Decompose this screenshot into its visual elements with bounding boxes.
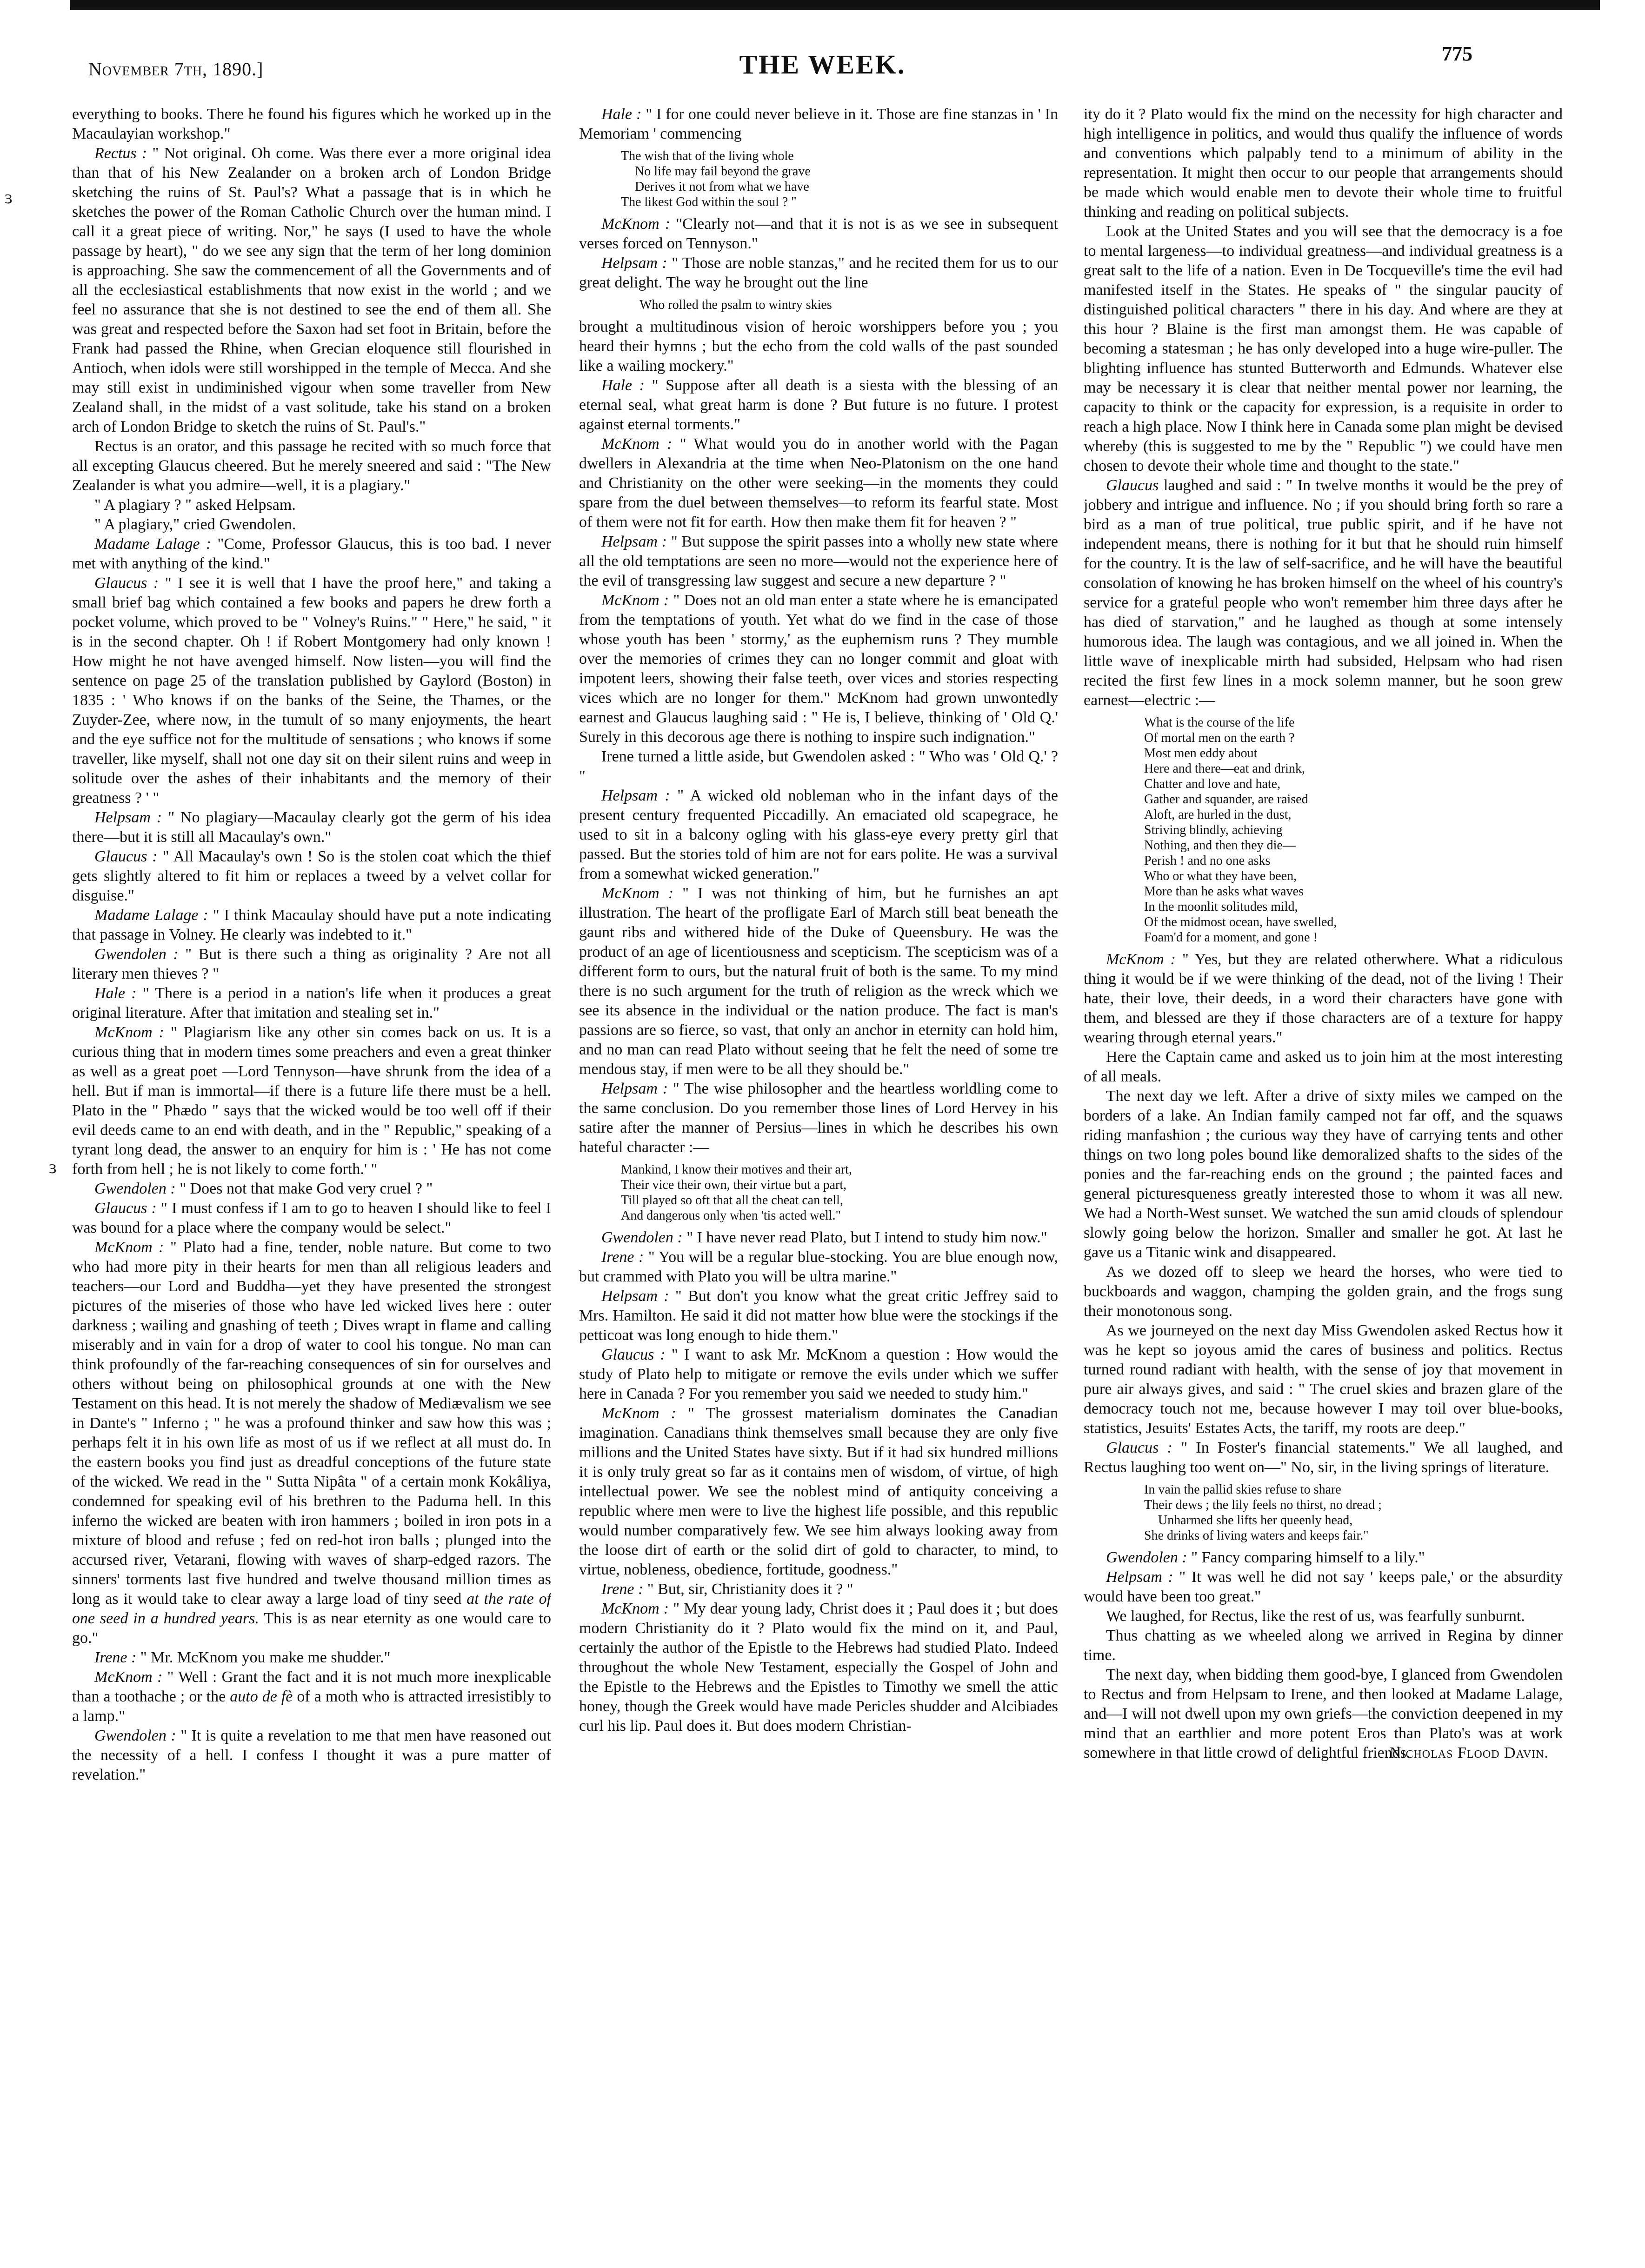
speaker: Helpsam : bbox=[601, 787, 670, 804]
paragraph: Thus chatting as we wheeled along we arrived in Regina by dinner time. bbox=[1084, 1627, 1563, 1664]
paragraph: " A plagiary," cried Gwendolen. bbox=[94, 516, 296, 533]
page-header bbox=[0, 42, 1645, 105]
paragraph: Rectus : " Not original. Oh come. Was there ever a more original idea than that of his New Zealander on a broken arch of London Bridge sketching the ruins of St. Paul's? What a passage that is in which he sketches the power of the Roman Catholic Church over the human mind. I call it a great piece of writing. Nor," he says (I used to have the whole passage by heart), " do we see any sign that the term of her long dominion is approaching. She saw the commencement of all the Governments and of all the ecclesiastical establishments that now exist in the world ; and we feel no assurance that she is not destined to see the end of them all. She was great and respected before the Saxon had set foot in Britain, before the Frank had passed the Rhine, when Grecian eloquence still flourished in Antioch, when idols were still worshipped in the temple of Mecca. And she may still exist in undiminished vigour when some traveller from New Zealand shall, in the midst of a vast solitude, take his stand on a broken arch of London Bridge to sketch the ruins of St. Paul's." bbox=[72, 145, 551, 435]
paragraph: Helpsam : " The wise philosopher and the heartless worldling come to the same conclusion. Do you remember those lines of Lord Hervey in his satire after the manner of Persius—lines in which he describes his own hateful character :— bbox=[579, 1080, 1058, 1156]
paragraph: Irene : " Mr. McKnom you make me shudder." bbox=[94, 1649, 391, 1666]
paragraph: McKnom : " What would you do in another world with the Pagan dwellers in Alexandria at the time when Neo-Platonism on the one hand and Christianity on the other were seeking—in the moments they could spare from the duel between themselves—to reform its fearful state. Most of them were not fit for earth. How then make them fit for heaven ? " bbox=[579, 435, 1058, 531]
paragraph: McKnom : " Yes, but they are related otherwhere. What a ridiculous thing it would be if we were thinking of the dead, not of the living ! Their hate, their love, their deeds, in a word their characters have gone with them, and blessed are they if those characters are of a texture for happy wearing through eternal years." bbox=[1084, 951, 1563, 1046]
paragraph: ity do it ? Plato would fix the mind on the necessity for high character and high intelligence in politics, and would thus qualify the influence of words and conventions which palpably tend to a minimum of ability in the representation. It might then occur to our people that arrangements should be made which would enable men to devote their whole time to fruitful thinking and reading on political subjects. bbox=[1084, 106, 1563, 220]
paragraph: Hale : " There is a period in a nation's life when it produces a great original literature. After that imitation and stealing set in." bbox=[72, 985, 551, 1021]
paragraph: Hale : " Suppose after all death is a siesta with the blessing of an eternal seal, what great harm is done ? But future is no future. I protest against eternal torments." bbox=[579, 377, 1058, 433]
speaker: Helpsam : bbox=[601, 533, 667, 550]
paragraph: Helpsam : " No plagiary—Macaulay clearly got the germ of his idea there—but it is still all Macaulay's own." bbox=[72, 809, 551, 846]
speaker: Helpsam : bbox=[601, 254, 667, 272]
speaker: Hale : bbox=[94, 985, 137, 1002]
margin-mark: ɜ bbox=[5, 187, 13, 207]
speaker: McKnom : bbox=[601, 1405, 676, 1422]
paragraph: Glaucus : " All Macaulay's own ! So is the stolen coat which the thief gets slightly altered to fit him or replaces a tweed by a velvet collar for disguise." bbox=[72, 848, 551, 904]
paragraph: Gwendolen : " It is quite a revelation to me that men have reasoned out the necessity of a hell. I confess I thought it was a pure matter of revelation." bbox=[72, 1727, 551, 1783]
paragraph: Glaucus laughed and said : " In twelve months it would be the prey of jobbery and intrigue and influence. No ; if you should bring forth so rare a bird as a man of true political, true public spirit, and if he have not independent means, there is nothing for it but that he should ruin himself for the country. It is the law of self-sacrifice, and he will have the beautiful consolation of knowing he has broken himself on the wheel of his country's service for a grateful people who won't remember him three days after he has died of starvation," and he laughed as though at some intensely humorous idea. The laugh was contagious, and we all joined in. When the little wave of inexplicable mirth had subsided, Helpsam who had risen recited the first few lines in a mock solemn manner, but he soon grew earnest—electric :— bbox=[1084, 477, 1563, 709]
paragraph: Gwendolen : " Fancy comparing himself to a lily." bbox=[1106, 1549, 1425, 1566]
paragraph: Irene turned a little aside, but Gwendolen asked : " Who was ' Old Q.' ? " bbox=[579, 748, 1058, 785]
publication-title: THE WEEK. bbox=[739, 49, 906, 80]
speaker: Helpsam : bbox=[94, 809, 162, 826]
paragraph: Rectus is an orator, and this passage he recited with so much force that all excepting Glaucus cheered. But he merely sneered and said : "The New Zealander is what you admire—well, it is a plagiary." bbox=[72, 438, 551, 494]
paragraph: McKnom : " Well : Grant the fact and it is not much more inexplicable than a toothache ; or the auto de fè of a moth who is attracted irresistibly to a lamp." bbox=[72, 1668, 551, 1725]
paragraph: Glaucus : " I must confess if I am to go to heaven I should like to feel I was bound for a place where the company would be select." bbox=[72, 1200, 551, 1236]
paragraph: McKnom : "Clearly not—and that it is not is as we see in subsequent verses forced on Tennyson." bbox=[579, 215, 1058, 252]
paragraph: Gwendolen : " Does not that make God very cruel ? " bbox=[94, 1180, 433, 1197]
speaker: Madame Lalage : bbox=[94, 535, 212, 553]
paragraph: Glaucus : " I see it is well that I have the proof here," and taking a small brief bag which contained a few books and papers he drew forth a pocket volume, which proved to be " Volney's Ruins." " Here," he said, " it is in the second chapter. Oh ! if Robert Montgomery had only known ! How might he not have avenged himself. Now listen—you will find the sentence on page 25 of the translation published by Gaylord (Boston) in 1835 : ' Who knows if on the banks of the Seine, the Thames, or the Zuyder-Zee, where now, in the tumult of so many enjoyments, the heart and the eye suffice not for the multitude of sensations ; who knows if some traveller, like myself, shall not one day sit on their silent ruins and weep in solitude over the ashes of their inhabitants and the memory of their greatness ? ' " bbox=[72, 574, 551, 807]
speaker: Helpsam : bbox=[601, 1080, 668, 1097]
speaker: McKnom : bbox=[601, 885, 674, 902]
author-signature: Nicholas Flood Davin. bbox=[1389, 1744, 1549, 1761]
column-2 bbox=[579, 105, 1058, 2244]
verse-quote: Who rolled the psalm to wintry skies bbox=[639, 298, 832, 312]
paragraph: Gwendolen : " I have never read Plato, but I intend to study him now." bbox=[601, 1229, 1047, 1246]
paragraph: McKnom : " The grossest materialism dominates the Canadian imagination. Canadians think themselves small because they are only five millions and the United States have sixty. But if it had six hundred millions it is only truly great so far as it contains men of wisdom, of virtue, of high intellectual power. We see the noblest mind of antiquity conceiving a republic where men were to live the highest life possible, and this republic would number comparatively few. We see him always looking away from the loose dirt of earth or the solid dirt of gold to character, to mind, to virtue, nobleness, obedience, fortitude, goodness." bbox=[579, 1405, 1058, 1578]
speaker: Glaucus : bbox=[94, 574, 159, 592]
paragraph: everything to books. There he found his figures which he worked up in the Macaulayian workshop." bbox=[72, 106, 551, 142]
paragraph: Look at the United States and you will see that the democracy is a foe to mental largeness—to individual greatness—and individual greatness is a great salt to the life of a nation. Even in De Tocqueville's time the evil had manifested itself in the States. He speaks of " the singular paucity of distinguished political characters " there in his day. And where are they at this hour ? Blaine is the first man amongst them. He was capable of becoming a statesman ; he has only developed into a huge wire-puller. The blighting influence has stunted Butterworth and Edmunds. Whatever else may be necessary it is clear that neither mental power nor learning, the capacity to think or the capacity for expression, is a requisite in order to reach a high place. Now I think here in Canada some plan might be devised whereby (this is suggested to me by the " Republic ") we could have men chosen to devote their whole time and thought to the state." bbox=[1084, 223, 1563, 474]
paragraph: Helpsam : " Those are noble stanzas," and he recited them for us to our great delight. The way he brought out the line bbox=[579, 254, 1058, 291]
speaker: Gwendolen : bbox=[94, 946, 179, 963]
speaker: McKnom : bbox=[601, 1600, 669, 1617]
paragraph: McKnom : " I was not thinking of him, but he furnishes an apt illustration. The heart of the profligate Earl of March still beat beneath the gaunt ribs and withered hide of the Duke of Queensbury. He was the product of an age of licentiousness and scepticism. The scepticism was of a different form to ours, but the natural fruit of both is the same. To my mind there is no such argument for the truth of religion as the wreck which we see its absence in the individual or the nation produce. The fact is man's passions are so fierce, so vast, that only an anchor in eternity can hold him, and no man can read Plato without seeing that he felt the need of some tre mendous stay, if men were to be all they should be." bbox=[579, 885, 1058, 1078]
speaker: Glaucus : bbox=[94, 1200, 157, 1217]
speaker: McKnom : bbox=[94, 1668, 163, 1686]
speaker: Gwendolen : bbox=[1106, 1549, 1187, 1566]
paragraph: Madame Lalage : " I think Macaulay should have put a note indicating that passage in Volney. He clearly was indebted to it." bbox=[72, 907, 551, 943]
paragraph: Madame Lalage : "Come, Professor Glaucus, this is too bad. I never met with anything of the kind." bbox=[72, 535, 551, 572]
paragraph: We laughed, for Rectus, like the rest of us, was fearfully sunburnt. bbox=[1106, 1608, 1525, 1625]
paragraph: Helpsam : " A wicked old nobleman who in the infant days of the present century frequented Piccadilly. An emaciated old scapegrace, he used to sit in a balcony ogling with his glass-eye every pretty girl that passed. But the stories told of him are not for ears polite. He was a survival from a somewhat wicked generation." bbox=[579, 787, 1058, 882]
paragraph: McKnom : " Plagiarism like any other sin comes back on us. It is a curious thing that in modern times some preachers and even a great thinker as well as a great poet —Lord Tennyson—have shrunk from the idea of a hell. But if man is immortal—if there is a future life there must be a hell. Plato in the " Phædo " says that the wicked would be too well off if their evil deeds came to an end with death, and in the " Republic," speaking of a tyrant long dead, the answer to an enquiry for him is : ' He has not come forth from hell ; he is not likely to come forth.' " bbox=[72, 1024, 551, 1178]
issue-date: November 7th, 1890.] bbox=[88, 59, 264, 80]
speaker: McKnom : bbox=[601, 215, 671, 233]
speaker: Madame Lalage : bbox=[94, 907, 208, 924]
verse-quote: Mankind, I know their motives and their art, Their vice their own, their virtue but a part, Till played so oft that all the cheat can tell, And dangerous only when 'tis acted well." bbox=[621, 1162, 852, 1223]
speaker: Gwendolen : bbox=[601, 1229, 683, 1246]
paragraph: Irene : " But, sir, Christianity does it ? " bbox=[601, 1581, 853, 1598]
speaker: McKnom : bbox=[1106, 951, 1176, 968]
speaker: Irene : bbox=[601, 1581, 644, 1598]
paragraph: Helpsam : " It was well he did not say ' keeps pale,' or the absurdity would have been too great." bbox=[1084, 1568, 1563, 1605]
paragraph: McKnom : " Plato had a fine, tender, noble nature. But come to two who had more pity in their hearts for men than all religious leaders and teachers—our Lord and Buddha—yet they have presented the strongest pictures of the miseries of those who have led wicked lives here : outer darkness ; wailing and gnashing of teeth ; Dives wrapt in flame and calling miserably and in vain for a drop of water to cool his tongue. No man can think profoundly of the far-reaching consequences of sin for ourselves and others without being on philosophical grounds at one with the New Testament on this head. It is not merely the shadow of Mediævalism we see in Dante's " Inferno ; " he was a profound thinker and saw how this was ; perhaps felt it in his own life as most of us if we reflect at all must do. In the eastern books you find just as dreadful conceptions of the future state of the wicked. We read in the " Sutta Nipâta " of a certain monk Kokâliya, condemned for speaking evil of his brethren to the Paduma hell. In this inferno the wicked are beaten with iron hammers ; boiled in iron pots in a mixture of blood and refuse ; fed on red-hot iron balls ; plunged into the accursed river, Vetarani, flowing with waves of sharp-edged razors. The sinners' torments last five hundred and twelve thousand million times as long as it would take to clear away a large load of tiny seed at the rate of one seed in a hundred years. This is as near eternity as one would care to go." bbox=[72, 1239, 551, 1647]
speaker: Rectus : bbox=[94, 145, 147, 162]
column-3 bbox=[1084, 105, 1563, 2244]
speaker: Hale : bbox=[601, 377, 645, 394]
paragraph: McKnom : " Does not an old man enter a state where he is emancipated from the temptations of youth. Yet what do we find in the case of those whose youth has been ' stormy,' as the euphemism runs ? They mumble over the memories of crimes they can no longer commit and gloat with impotent leers, showing their false teeth, over vices and stories respecting vices which are no longer for them." McKnom had grown unwontedly earnest and Glaucus laughing said : " He is, I believe, thinking of ' Old Q.' Surely in this decorous age there is nothing to inspire such indignation." bbox=[579, 592, 1058, 746]
paragraph: Glaucus : " I want to ask Mr. McKnom a question : How would the study of Plato help to mitigate or remove the evils under which we suffer here in Canada ? For you remember you said we needed to study him." bbox=[579, 1346, 1058, 1402]
page-number: 775 bbox=[1442, 42, 1472, 65]
column-1 bbox=[72, 105, 551, 2244]
speaker: Irene : bbox=[94, 1649, 137, 1666]
verse-quote: The wish that of the living whole No life may fail beyond the grave Derives it not from what we have The likest God within the soul ? " bbox=[621, 149, 811, 209]
speaker: Hale : bbox=[601, 106, 642, 123]
speaker: McKnom : bbox=[94, 1239, 164, 1256]
paragraph: Irene : " You will be a regular blue-stocking. You are blue enough now, but crammed with Plato you will be ultra marine." bbox=[579, 1248, 1058, 1285]
speaker: Glaucus : bbox=[94, 848, 158, 865]
paragraph: As we journeyed on the next day Miss Gwendolen asked Rectus how it was he kept so joyous amid the cares of business and politics. Rectus turned round radiant with health, with the sense of joy that movement in pure air always gives, and said : " The cruel skies and brazen glare of the democracy touch not me, because however I may toil over blue-books, statistics, Jesuits' Estates Acts, the tariff, my roots are deep." bbox=[1084, 1322, 1563, 1437]
paragraph: Helpsam : " But don't you know what the great critic Jeffrey said to Mrs. Hamilton. He said it did not matter how blue were the stockings if the petticoat was long enough to hide them." bbox=[579, 1287, 1058, 1344]
top-rule bbox=[70, 0, 1600, 10]
paragraph: Here the Captain came and asked us to join him at the most interesting of all meals. bbox=[1084, 1048, 1563, 1085]
paragraph: Helpsam : " But suppose the spirit passes into a wholly new state where all the old temptations are seen no more—would not the experience here of the evil of transgressing law suggest and secure a new departure ? " bbox=[579, 533, 1058, 589]
speaker: Glaucus : bbox=[601, 1346, 666, 1363]
paragraph: Hale : " I for one could never believe in it. Those are fine stanzas in ' In Memoriam ' commencing bbox=[579, 106, 1058, 142]
speaker: Glaucus : bbox=[1106, 1439, 1172, 1456]
paragraph: Gwendolen : " But is there such a thing as originality ? Are not all literary men thieves ? " bbox=[72, 946, 551, 982]
speaker: McKnom : bbox=[601, 592, 669, 609]
paragraph: The next day we left. After a drive of sixty miles we camped on the borders of a lake. An Indian family camped not far off, and the squaws riding manfashion ; the curious way they have of carrying tents and other things on two long poles bound like demoralized shafts to the sides of the ponies and the far-reaching ends on the ground ; the painted faces and general picturesqueness greatly interested those to whom it was all new. We had a North-West sunset. We watched the sun amid clouds of splendour slowly going below the horizon. Smaller and smaller he got. At last he gave us a Titanic wink and disappeared. bbox=[1084, 1087, 1563, 1261]
paragraph: brought a multitudinous vision of heroic worshippers before you ; you heard their hymns ; but the echo from the cold walls of the past sounded like a wailing mockery." bbox=[579, 318, 1058, 374]
speaker: McKnom : bbox=[601, 435, 673, 453]
margin-mark: ɜ bbox=[49, 1156, 57, 1177]
speaker: Gwendolen : bbox=[94, 1727, 176, 1744]
paragraph: " A plagiary ? " asked Helpsam. bbox=[94, 496, 296, 514]
paragraph: The next day, when bidding them good-bye, I glanced from Gwendolen to Rectus and from Helpsam to Irene, and then looked at Madame Lalage, and—I will not dwell upon my own griefs—the conviction deepened in my mind that an earthlier and more potent Eros than Plato's was at work somewhere in that little crowd of delightful friends. bbox=[1084, 1666, 1563, 1761]
verse-quote: What is the course of the life Of mortal men on the earth ? Most men eddy about Here and there—eat and drink, Chatter and love and hate, Gather and squander, are raised Aloft, are hurled in the dust, Striving blindly, achieving Nothing, and then they die— Perish ! and no one asks Who or what they have been, More than he asks what waves In the moonlit solitudes mild, Of the midmost ocean, have swelled, Foam'd for a moment, and gone ! bbox=[1144, 715, 1337, 945]
paragraph: McKnom : " My dear young lady, Christ does it ; Paul does it ; but does modern Christianity do it ? Plato would fix the mind on it, and Paul, certainly the author of the Epistle to the Hebrews had studied Plato. Indeed throughout the whole New Testament, especially the Gospel of John and the Epistle to the Hebrews and the Epistles to Timothy we smell the attic honey, though the Greek would have made Pericles shudder and Alcibiades curl his lip. Paul does it. But does modern Christian- bbox=[579, 1600, 1058, 1734]
speaker: Irene : bbox=[601, 1248, 644, 1266]
speaker: Glaucus bbox=[1106, 477, 1159, 494]
paragraph: Glaucus : " In Foster's financial statements." We all laughed, and Rectus laughing too went on—" No, sir, in the living springs of literature. bbox=[1084, 1439, 1563, 1476]
verse-quote: In vain the pallid skies refuse to share Their dews ; the lily feels no thirst, no dread ; Unharmed she lifts her queenly head, She drinks of living waters and keeps fair." bbox=[1144, 1482, 1382, 1543]
speaker: Gwendolen : bbox=[94, 1180, 176, 1197]
speaker: McKnom : bbox=[94, 1024, 164, 1041]
speaker: Helpsam : bbox=[601, 1287, 669, 1305]
speaker: Helpsam : bbox=[1106, 1568, 1173, 1586]
paragraph: As we dozed off to sleep we heard the horses, who were tied to buckboards and waggon, champing the golden grain, and the frogs sung their monotonous song. bbox=[1084, 1263, 1563, 1320]
